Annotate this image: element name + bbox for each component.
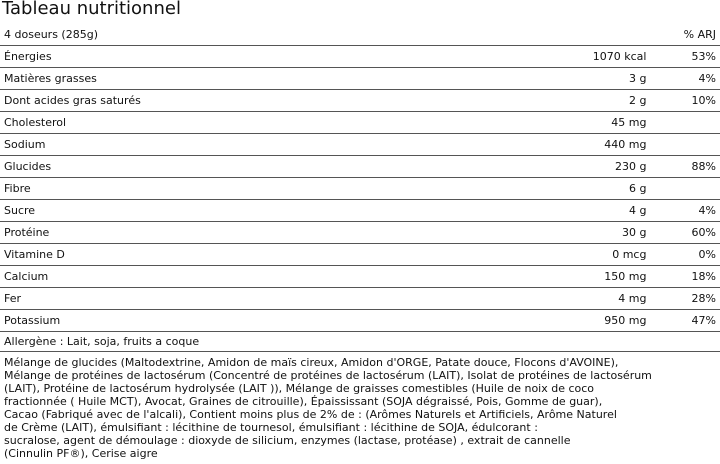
- nutrient-amount: 440 mg: [540, 134, 650, 156]
- nutrient-pct: 88%: [650, 156, 720, 178]
- nutrient-name: Fer: [0, 288, 540, 310]
- nutrient-pct: 10%: [650, 90, 720, 112]
- nutrient-amount: 0 mcg: [540, 244, 650, 266]
- nutrition-table-body: [0, 24, 720, 332]
- page-title: Tableau nutritionnel: [2, 0, 181, 19]
- nutrient-pct: [650, 112, 720, 134]
- table-row: [0, 222, 720, 244]
- nutrient-amount: 45 mg: [540, 112, 650, 134]
- nutrient-pct: 4%: [650, 68, 720, 90]
- nutrient-amount: 150 mg: [540, 266, 650, 288]
- nutrient-pct: 18%: [650, 266, 720, 288]
- table-header-row: [0, 24, 720, 46]
- nutrient-pct: 47%: [650, 310, 720, 332]
- nutrition-table: [0, 24, 720, 332]
- nutrient-name: Dont acides gras saturés: [0, 90, 540, 112]
- nutrient-pct: [650, 178, 720, 200]
- table-row: [0, 46, 720, 68]
- divider: [0, 351, 720, 352]
- nutrient-amount: 950 mg: [540, 310, 650, 332]
- nutrient-name: Énergies: [0, 46, 540, 68]
- nutrient-amount: 6 g: [540, 178, 650, 200]
- table-row: [0, 112, 720, 134]
- serving-size: 4 doseurs (285g): [0, 24, 540, 46]
- nutrient-amount: 30 g: [540, 222, 650, 244]
- nutrient-name: Glucides: [0, 156, 540, 178]
- nutrient-amount: 4 mg: [540, 288, 650, 310]
- nutrient-name: Potassium: [0, 310, 540, 332]
- nutrient-name: Fibre: [0, 178, 540, 200]
- nutrient-pct: [650, 134, 720, 156]
- header-amount-blank: [540, 24, 650, 46]
- pct-header: % ARJ: [650, 24, 720, 46]
- table-row: [0, 266, 720, 288]
- table-row: [0, 156, 720, 178]
- nutrient-pct: 4%: [650, 200, 720, 222]
- nutrient-pct: 28%: [650, 288, 720, 310]
- nutrient-amount: 3 g: [540, 68, 650, 90]
- nutrient-name: Vitamine D: [0, 244, 540, 266]
- nutrient-pct: 0%: [650, 244, 720, 266]
- nutrient-amount: 4 g: [540, 200, 650, 222]
- table-row: [0, 90, 720, 112]
- table-row: [0, 288, 720, 310]
- nutrient-name: Sucre: [0, 200, 540, 222]
- allergen-info: Allergène : Lait, soja, fruits a coque: [4, 335, 200, 348]
- ingredients-text: Mélange de glucides (Maltodextrine, Amidon de maïs cireux, Amidon d'ORGE, Patate douce, Flocons d'AVOINE), Mélange de protéines de lactosérum (Concentré de protéines de lactosérum (LAIT), Isolat de protéines de lactosérum (LAIT), Protéine de lactosérum hydrolysée (LAIT )), Mélange de graisses comestibles (Huile de noix de coco fractionnée ( Huile MCT), Avocat, Graines de citrouille), Épaississant (SOJA dégraissé, Pois, Gomme de guar), Cacao (Fabriqué avec de l'alcali), Contient moins plus de 2% de : (Arômes Naturels et Artificiels, Arôme Naturel de Crème (LAIT), émulsifiant : lécithine de tournesol, émulsifiant : lécithine de SOJA, édulcorant : sucralose, agent de démoulage : dioxyde de silicium, enzymes (lactase, protéase) , extrait de cannelle (Cinnulin PF®), Cerise aigre: [4, 356, 652, 460]
- table-row: [0, 244, 720, 266]
- nutrient-name: Protéine: [0, 222, 540, 244]
- nutrient-name: Matières grasses: [0, 68, 540, 90]
- nutrient-pct: 60%: [650, 222, 720, 244]
- nutrient-name: Cholesterol: [0, 112, 540, 134]
- nutrient-pct: 53%: [650, 46, 720, 68]
- nutrient-amount: 1070 kcal: [540, 46, 650, 68]
- table-row: [0, 68, 720, 90]
- nutrient-amount: 2 g: [540, 90, 650, 112]
- table-row: [0, 134, 720, 156]
- nutrient-name: Calcium: [0, 266, 540, 288]
- table-row: [0, 310, 720, 332]
- table-row: [0, 200, 720, 222]
- table-row: [0, 178, 720, 200]
- nutrient-name: Sodium: [0, 134, 540, 156]
- nutrient-amount: 230 g: [540, 156, 650, 178]
